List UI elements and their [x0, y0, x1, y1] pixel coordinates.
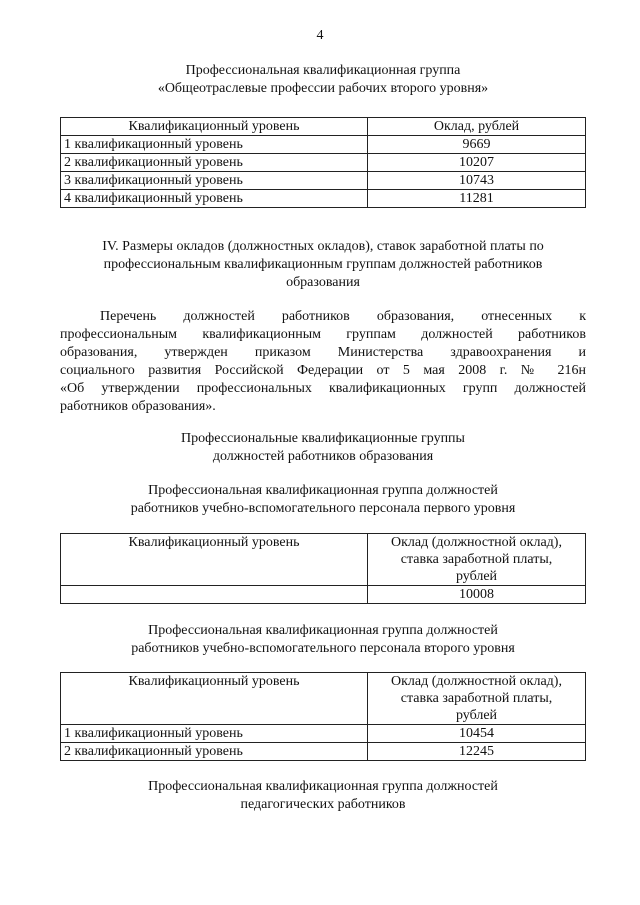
- section4-heading-line: образования: [286, 275, 360, 290]
- table-row: [61, 190, 586, 208]
- table-row: [61, 172, 586, 190]
- group2-title-line: работников учебно-вспомогательного персонала первого уровня: [130, 501, 516, 516]
- group2-table: [60, 533, 586, 604]
- section4-heading: [60, 238, 586, 292]
- col-salary-header-line: Оклад (должностной оклад),: [391, 535, 562, 550]
- level-cell: 1 квалификационный уровень: [61, 136, 368, 154]
- level-cell: 1 квалификационный уровень: [61, 725, 368, 743]
- salary-cell: 10008: [368, 586, 586, 604]
- group3-title-line: работников учебно-вспомогательного персонала второго уровня: [131, 641, 515, 656]
- salary-cell: 10454: [368, 725, 586, 743]
- table-header-row: [61, 534, 586, 586]
- group3-table: [60, 672, 586, 761]
- salary-cell: 10743: [368, 172, 586, 190]
- paragraph-line: «Об утверждении профессиональных квалификационных групп должностей: [60, 381, 586, 396]
- subheading-line: должностей работников образования: [212, 449, 434, 464]
- group4-title: [60, 778, 586, 814]
- col-salary-header-line: ставка заработной платы,: [400, 691, 553, 706]
- level-cell: 3 квалификационный уровень: [61, 172, 368, 190]
- group2-title-line: Профессиональная квалификационная группа должностей: [148, 483, 498, 498]
- group1-title-line: Профессиональная квалификационная группа: [185, 63, 461, 78]
- table-header-row: [61, 673, 586, 725]
- paragraph-line: профессиональным квалификационным группам должностей работников: [60, 327, 586, 342]
- group1-title: [60, 62, 586, 98]
- col-level-header: Квалификационный уровень: [61, 118, 368, 136]
- col-salary-header-line: рублей: [455, 569, 498, 584]
- salary-cell: 12245: [368, 743, 586, 761]
- level-cell: [61, 586, 368, 604]
- salary-cell: 11281: [368, 190, 586, 208]
- paragraph-line: социального развития Российской Федерации от 5 мая 2008 г. № 216н: [60, 363, 586, 378]
- section4-paragraph: [60, 308, 586, 416]
- table-row: [61, 725, 586, 743]
- level-cell: 4 квалификационный уровень: [61, 190, 368, 208]
- section4-subheading: [60, 430, 586, 466]
- section4-heading-line: профессиональным квалификационным группам должностей работников: [103, 257, 543, 272]
- col-salary-header-line: рублей: [455, 708, 498, 723]
- group3-title: [60, 622, 586, 658]
- table-row: [61, 743, 586, 761]
- level-cell: 2 квалификационный уровень: [61, 743, 368, 761]
- group1-title-line: «Общеотраслевые профессии рабочих второго уровня»: [157, 81, 489, 96]
- col-salary-header: [368, 673, 586, 725]
- table-row: [61, 154, 586, 172]
- section4-heading-line: IV. Размеры окладов (должностных окладов), ставок заработной платы по: [102, 239, 544, 254]
- col-level-header: Квалификационный уровень: [61, 673, 368, 725]
- group1-table: [60, 117, 586, 208]
- subheading-line: Профессиональные квалификационные группы: [181, 431, 465, 446]
- group4-title-line: педагогических работников: [240, 797, 406, 812]
- group4-title-line: Профессиональная квалификационная группа должностей: [148, 779, 498, 794]
- col-level-header: Квалификационный уровень: [61, 534, 368, 586]
- col-salary-header: Оклад, рублей: [368, 118, 586, 136]
- group2-title: [60, 482, 586, 518]
- col-salary-header-line: ставка заработной платы,: [400, 552, 553, 567]
- paragraph-line: образования, утвержден приказом Министерства здравоохранения и: [60, 345, 586, 360]
- salary-cell: 9669: [368, 136, 586, 154]
- group3-title-line: Профессиональная квалификационная группа должностей: [148, 623, 498, 638]
- table-row: [61, 136, 586, 154]
- page-number: 4: [316, 28, 324, 43]
- level-cell: 2 квалификационный уровень: [61, 154, 368, 172]
- paragraph-line: работников образования».: [60, 399, 216, 414]
- table-row: [61, 586, 586, 604]
- salary-cell: 10207: [368, 154, 586, 172]
- table-header-row: [61, 118, 586, 136]
- paragraph-line: Перечень должностей работников образования, отнесенных к: [100, 309, 586, 324]
- col-salary-header-line: Оклад (должностной оклад),: [391, 674, 562, 689]
- col-salary-header: [368, 534, 586, 586]
